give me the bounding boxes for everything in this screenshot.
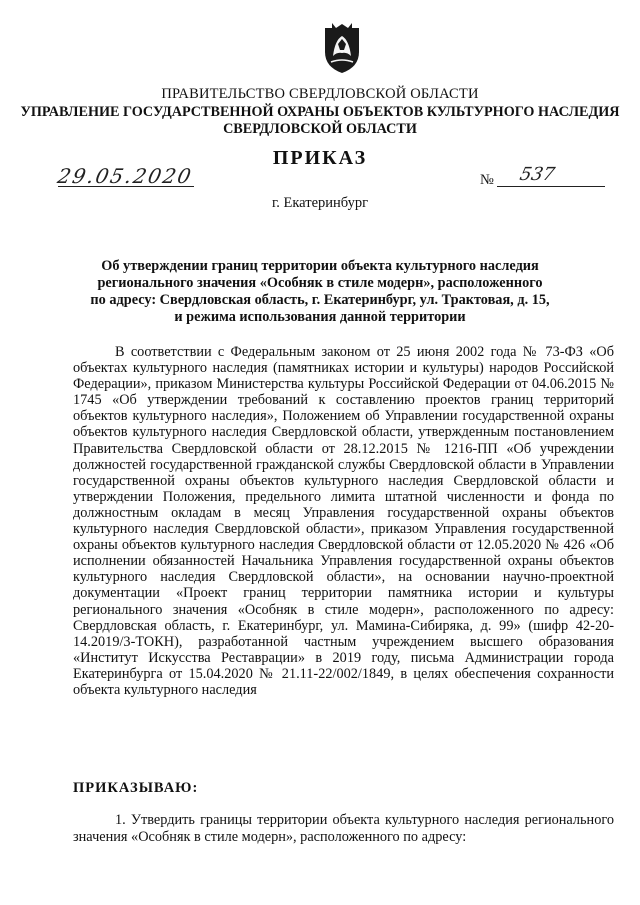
title-line-3: по адресу: Свердловская область, г. Екатеринбург, ул. Трактовая, д. 15, xyxy=(90,292,550,308)
city: г. Екатеринбург xyxy=(271,195,369,211)
document-number: 537 xyxy=(517,164,557,185)
government-name: ПРАВИТЕЛЬСТВО СВЕРДЛОВСКОЙ ОБЛАСТИ xyxy=(161,86,479,102)
document-title xyxy=(0,258,640,326)
preamble-paragraph: В соответствии с Федеральным законом от 25 июня 2002 года № 73-ФЗ «Об объектах культурного наследия (памятниках истории и культуры) народов Российской Федерации», приказом Министерства культуры Российской Федерации от 04.06.2015 № 1745 «Об утверждении требований к составлению проектов границ территорий объектов культурного наследия», Положением об Управлении государственной охраны объектов культурного наследия Свердловской области, утвержденным постановлением Правительства Свердловской области от 28.12.2015 № 1216-ПП «Об учреждении должностей государственной гражданской службы Свердловской области в Управлении государственной охраны объектов культурного наследия Свердловской области и утверждении Положения, предельного лимита штатной численности и фонда по должностным окладам в месяц Управления государственной охраны объектов культурного наследия Свердловской области», приказом Управления государственной охраны объектов культурного наследия Свердловской области от 12.05.2020 № 426 «Об исполнении обязанностей Начальника Управления государственной охраны объектов культурного наследия Свердловской области», на основании научно-проектной документации «Проект границ территории памятника истории и культуры регионального значения «Особняк в стиле модерн», расположенного по адресу: Свердловская область, г. Екатеринбург, ул. Мамина-Сибиряка, д. 99» (шифр 42-20-14.2019/3-ТОКН), разработанной частным учреждением высшего образования «Институт Искусства Реставрации» в 2019 году, письма Администрации города Екатеринбурга от 15.04.2020 № 21.11-22/002/1849, в целях обеспечения сохранности объекта культурного наследия xyxy=(73,344,614,698)
coat-of-arms-emblem xyxy=(321,22,363,74)
title-line-2: регионального значения «Особняк в стиле модерн», расположенного xyxy=(97,275,543,291)
document-date: 29.05.2020 xyxy=(55,164,196,188)
order-word: ПРИКАЗЫВАЮ: xyxy=(73,780,199,796)
number-label: № xyxy=(480,172,494,188)
department-line-1: УПРАВЛЕНИЕ ГОСУДАРСТВЕННОЙ ОХРАНЫ ОБЪЕКТОВ КУЛЬТУРНОГО НАСЛЕДИЯ xyxy=(20,104,620,120)
order-item-1: 1. Утвердить границы территории объекта культурного наследия регионального значения «Особняк в стиле модерн», расположенного по адресу: xyxy=(73,812,614,845)
department-line-2: СВЕРДЛОВСКОЙ ОБЛАСТИ xyxy=(223,121,417,137)
title-line-4: и режима использования данной территории xyxy=(174,309,466,325)
title-line-1: Об утверждении границ территории объекта культурного наследия xyxy=(101,258,539,274)
document-type: ПРИКАЗ xyxy=(272,147,368,169)
department-name xyxy=(0,104,640,138)
date-underline xyxy=(58,186,194,187)
number-underline xyxy=(497,186,605,187)
